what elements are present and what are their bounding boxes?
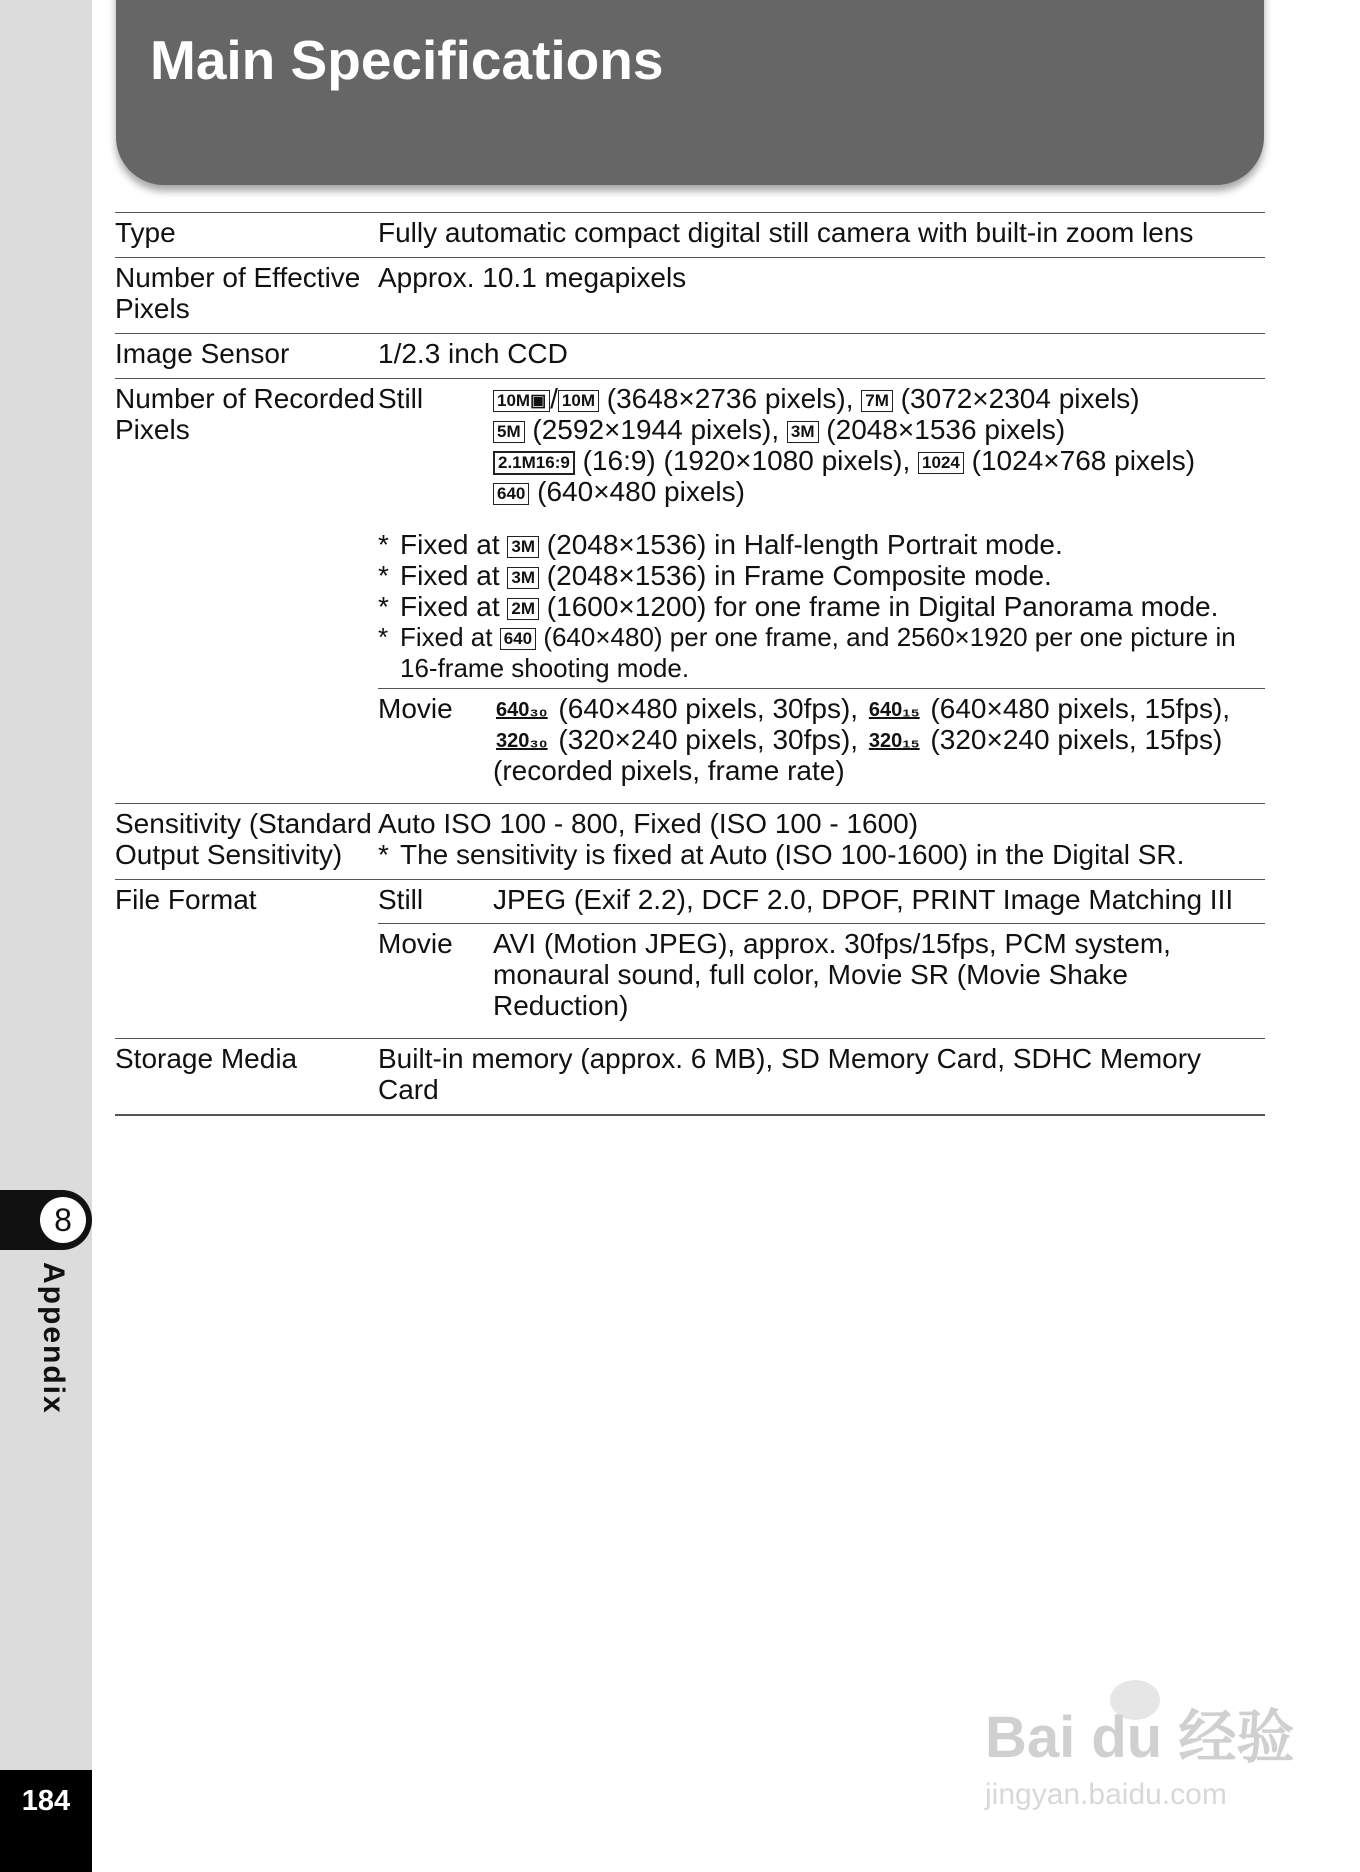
still-format: JPEG (Exif 2.2), DCF 2.0, DPOF, PRINT Image Matching III (493, 884, 1234, 915)
size-3m-icon: 3M (507, 567, 539, 589)
spec-label: Storage Media (115, 1039, 378, 1116)
spec-label: Image Sensor (115, 334, 378, 379)
watermark: Bai du 经验 (985, 1705, 1295, 1770)
movie-640-30fps-icon: 640₃₀ (496, 699, 548, 721)
movie-label: Movie (378, 689, 493, 795)
spec-row-type (115, 213, 1265, 258)
chapter-label: Appendix (37, 1262, 70, 1415)
size-7m-icon: 7M (861, 390, 893, 412)
movie-format: AVI (Motion JPEG), approx. 30fps/15fps, PCM system, monaural sound, full color, Movie SR (Movie Shake Reduction) (493, 924, 1265, 1030)
size-10m-icon: 10M (558, 390, 599, 412)
spec-row-recorded-pixels (115, 379, 1265, 804)
size-5m-icon: 5M (493, 421, 525, 443)
size-10m-wide-icon: 10M▣ (493, 390, 550, 412)
spec-value: Fully automatic compact digital still camera with built-in zoom lens (378, 213, 1265, 258)
spec-label: Number of Effective Pixels (115, 258, 378, 334)
still-resolutions: 10M▣ / 10M (3648×2736 pixels), 7M (3072×2304 pixels) 5M (2592×1944 pixels), 3M (2048×1536 pixels) 2.1M16:9 (16:9) (1920×1080 pixels), 1024 (1024×768 pixels) 640 (640×480 pixels) (493, 383, 1265, 515)
chapter-number: 8 (40, 1197, 86, 1243)
size-640-icon: 640 (500, 628, 536, 650)
spec-value: Built-in memory (approx. 6 MB), SD Memory Card, SDHC Memory Card (378, 1039, 1265, 1116)
spec-label: Sensitivity (Standard Output Sensitivity) (115, 804, 378, 880)
note-item: * Fixed at 3M (2048×1536) in Half-length Portrait mode. (378, 529, 1063, 560)
spec-label: Number of Recorded Pixels (115, 379, 378, 804)
spec-label: File Format (115, 880, 378, 1039)
spec-value: Approx. 10.1 megapixels (378, 258, 1265, 334)
side-band (0, 0, 92, 1872)
movie-320-30fps-icon: 320₃₀ (496, 730, 548, 752)
movie-640-15fps-icon: 640₁₅ (868, 699, 920, 721)
note-item: * Fixed at 2M (1600×1200) for one frame in Digital Panorama mode. (378, 591, 1219, 622)
spec-row-image-sensor (115, 334, 1265, 379)
still-label: Still (378, 383, 424, 414)
spec-value: 1/2.3 inch CCD (378, 334, 1265, 379)
spec-label: Type (115, 213, 378, 258)
size-640-icon: 640 (493, 483, 529, 505)
page-title: Main Specifications (150, 29, 664, 91)
movie-320-15fps-icon: 320₁₅ (868, 730, 920, 752)
size-3m-icon: 3M (507, 536, 539, 558)
spec-row-effective-pixels (115, 258, 1265, 334)
spec-table (115, 212, 1265, 1116)
spec-row-storage (115, 1039, 1265, 1116)
note-item: * The sensitivity is fixed at Auto (ISO 100-1600) in the Digital SR. (378, 839, 1185, 870)
spec-row-file-format (115, 880, 1265, 1039)
size-2-1m-169-icon: 2.1M16:9 (493, 451, 575, 475)
movie-resolutions: 640₃₀ (640×480 pixels, 30fps), 640₁₅ (640×480 pixels, 15fps), 320₃₀ (320×240 pixels, 30fps), 320₁₅ (320×240 pixels, 15fps) (recorded pixels, frame rate) (493, 689, 1265, 795)
page-number: 184 (21, 1785, 71, 1817)
note-item: * Fixed at 3M (2048×1536) in Frame Composite mode. (378, 560, 1052, 591)
recorded-pixels-subtable (378, 383, 1265, 794)
size-3m-icon: 3M (787, 421, 819, 443)
recorded-notes (378, 515, 1265, 689)
spec-row-sensitivity (115, 804, 1265, 880)
watermark-url: jingyan.baidu.com (985, 1778, 1227, 1811)
spec-value: Auto ISO 100 - 800, Fixed (ISO 100 - 1600) * The sensitivity is fixed at Auto (ISO 100-1600) in the Digital SR. (378, 804, 1265, 880)
note-item: * Fixed at 640 (640×480) per one frame, and 2560×1920 per one picture in 16-frame shooting mode. (378, 622, 1236, 683)
movie-label: Movie (378, 924, 493, 1030)
size-2m-icon: 2M (507, 598, 539, 620)
size-1024-icon: 1024 (918, 452, 964, 474)
still-label: Still (378, 884, 424, 915)
file-format-subtable (378, 884, 1265, 1029)
